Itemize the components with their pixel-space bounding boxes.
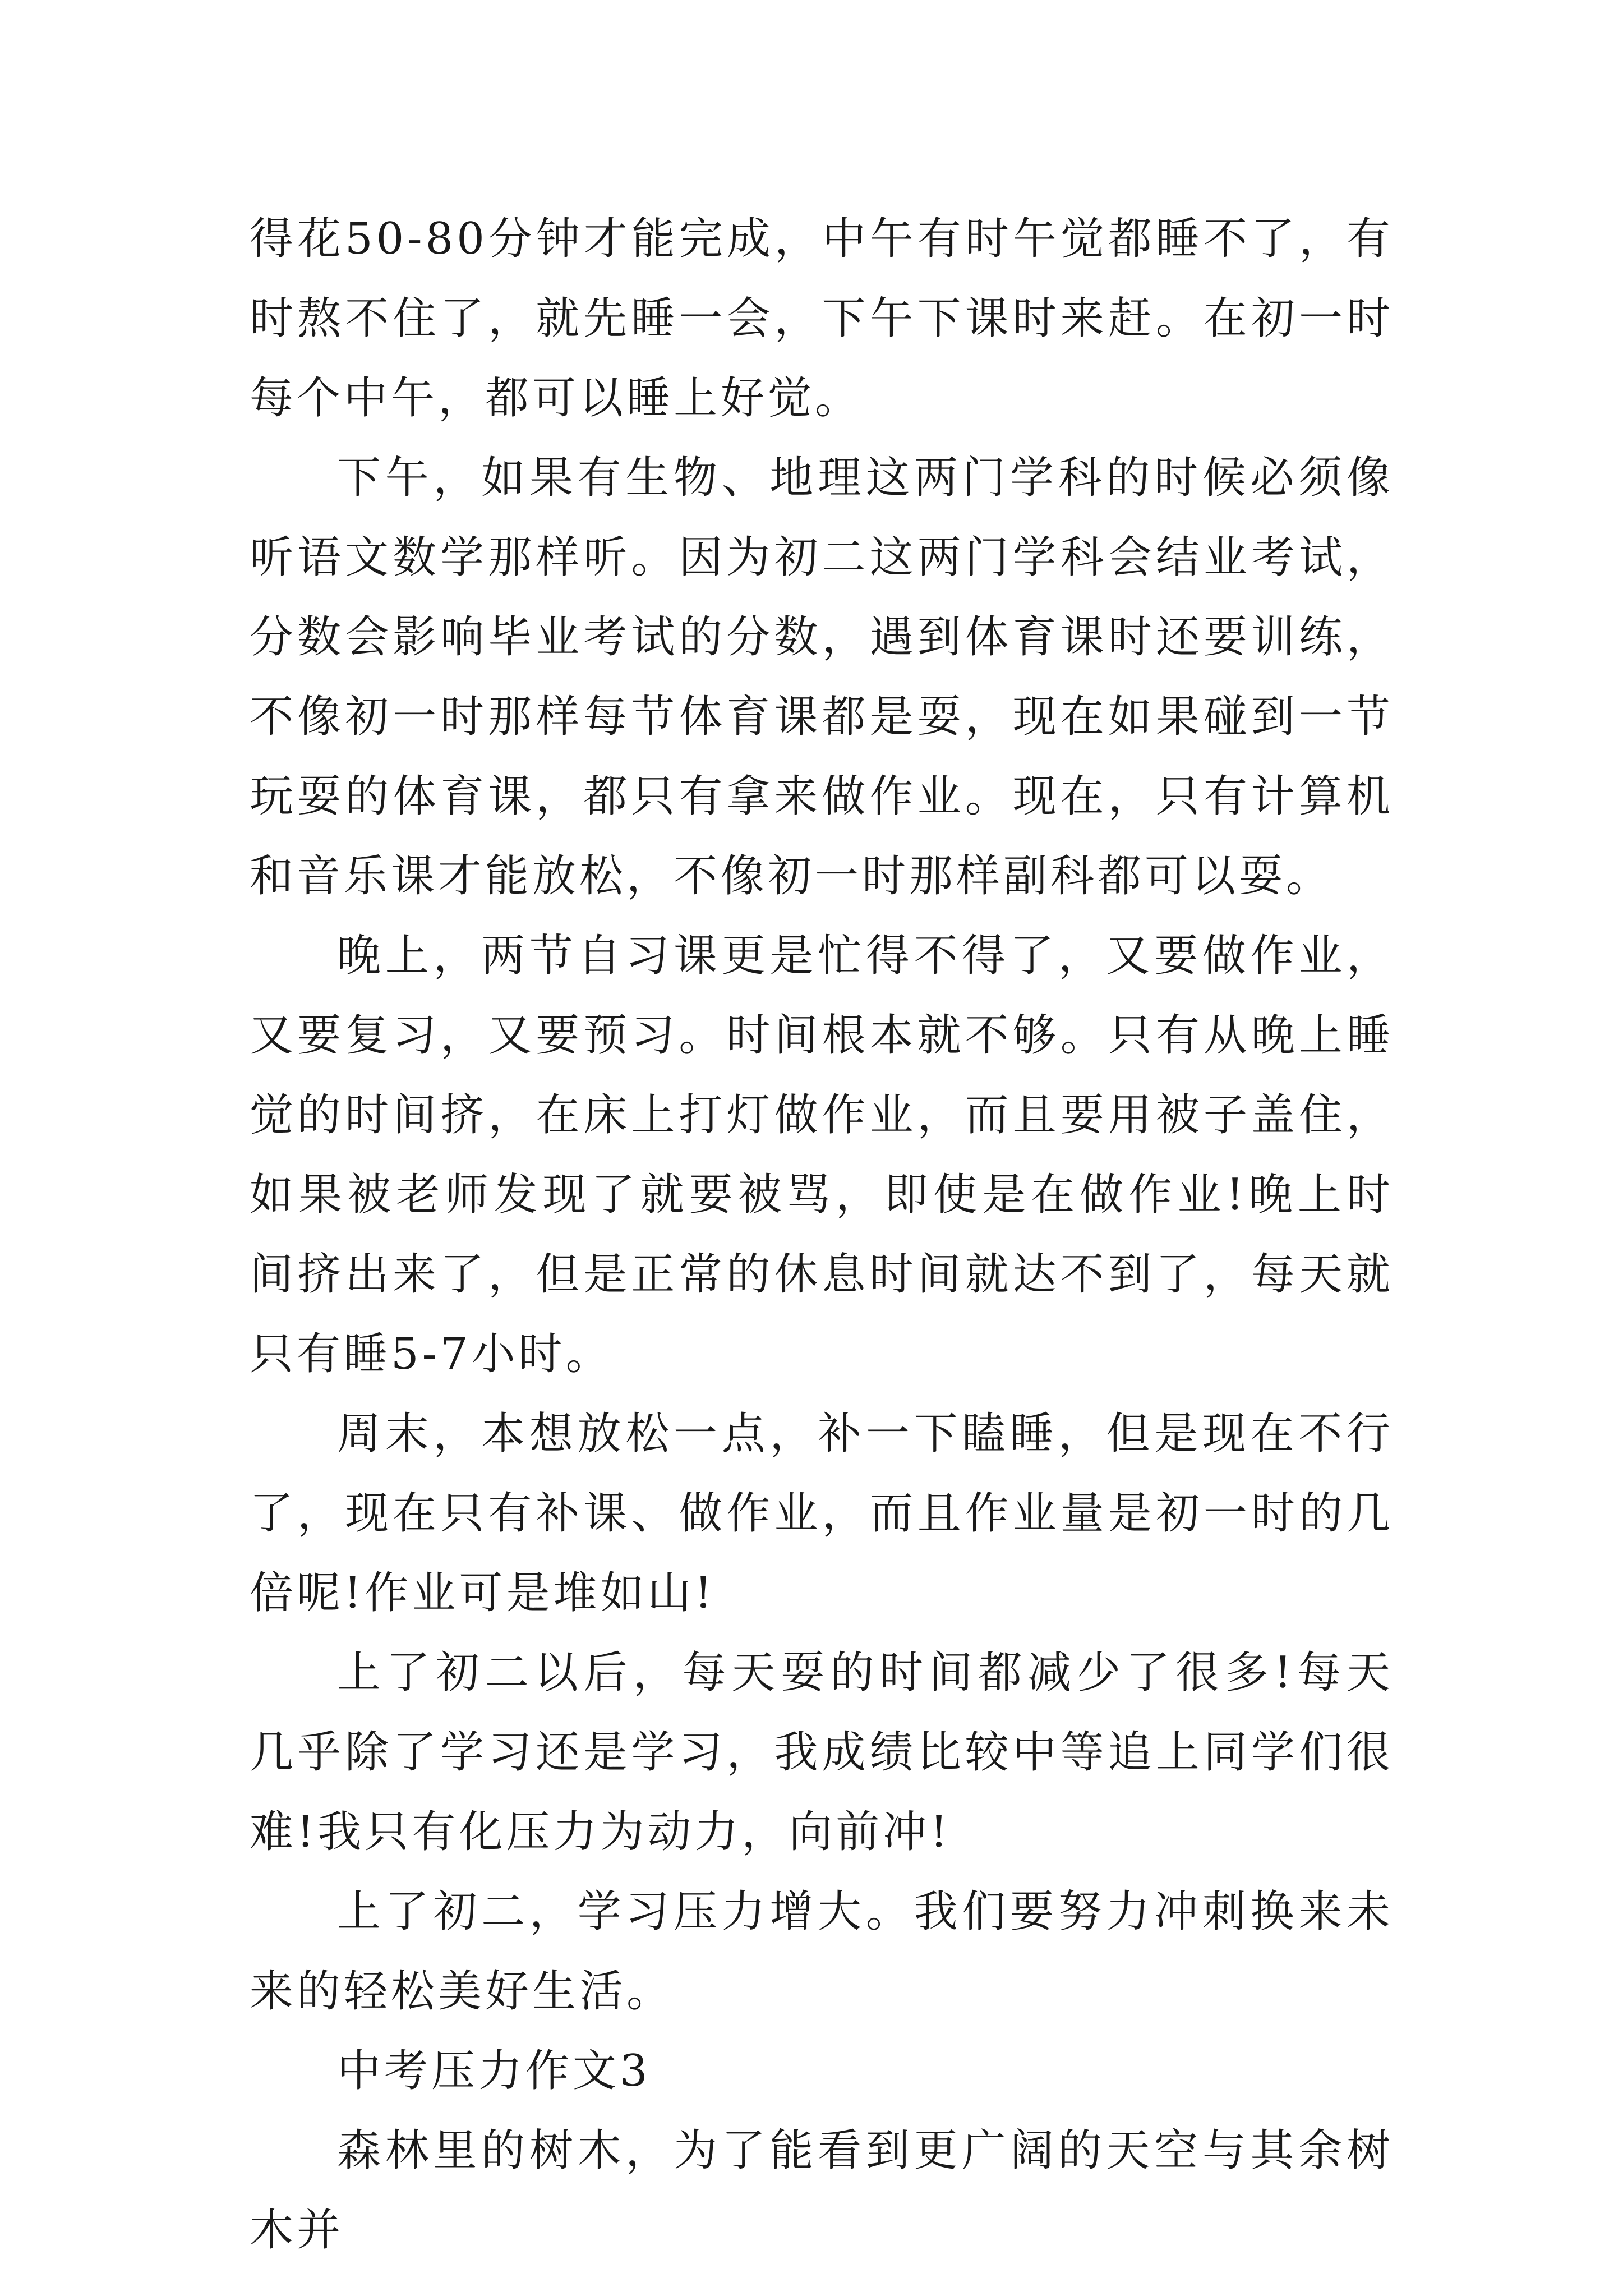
paragraph-after-grade-two: 上了初二以后，每天耍的时间都减少了很多!每天几乎除了学习还是学习，我成绩比较中等追上同学们很难!我只有化压力为动力，向前冲!	[250, 1648, 1394, 1857]
paragraph-evening: 晚上，两节自习课更是忙得不得了，又要做作业，又要复习，又要预习。时间根本就不够。只有从晚上睡觉的时间挤，在床上打灯做作业，而且要用被子盖住，如果被老师发现了就要被骂，即使是在做作业!晚上时间挤出来了，但是正常的休息时间就达不到了，每天就只有睡5-7小时。	[250, 931, 1394, 1379]
paragraph-conclusion: 上了初二，学习压力增大。我们要努力冲刺换来未来的轻松美好生活。	[250, 1887, 1394, 2017]
paragraph-afternoon: 下午，如果有生物、地理这两门学科的时候必须像听语文数学那样听。因为初二这两门学科会结业考试，分数会影响毕业考试的分数，遇到体育课时还要训练，不像初一时那样每节体育课都是耍，现在如果碰到一节玩耍的体育课，都只有拿来做作业。现在，只有计算机和音乐课才能放松，不像初一时那样副科都可以耍。	[250, 453, 1394, 901]
paragraph-continuation: 得花50-80分钟才能完成，中午有时午觉都睡不了，有时熬不住了，就先睡一会，下午下课时来赶。在初一时每个中午，都可以睡上好觉。	[250, 214, 1394, 424]
paragraph-forest: 森林里的树木，为了能看到更广阔的天空与其余树木并	[250, 2125, 1394, 2256]
section-heading: 中考压力作文3	[337, 2046, 651, 2096]
document-body	[250, 199, 1394, 2270]
paragraph-weekend: 周末，本想放松一点，补一下瞌睡，但是现在不行了，现在只有补课、做作业，而且作业量是初一时的几倍呢!作业可是堆如山!	[250, 1409, 1394, 1618]
